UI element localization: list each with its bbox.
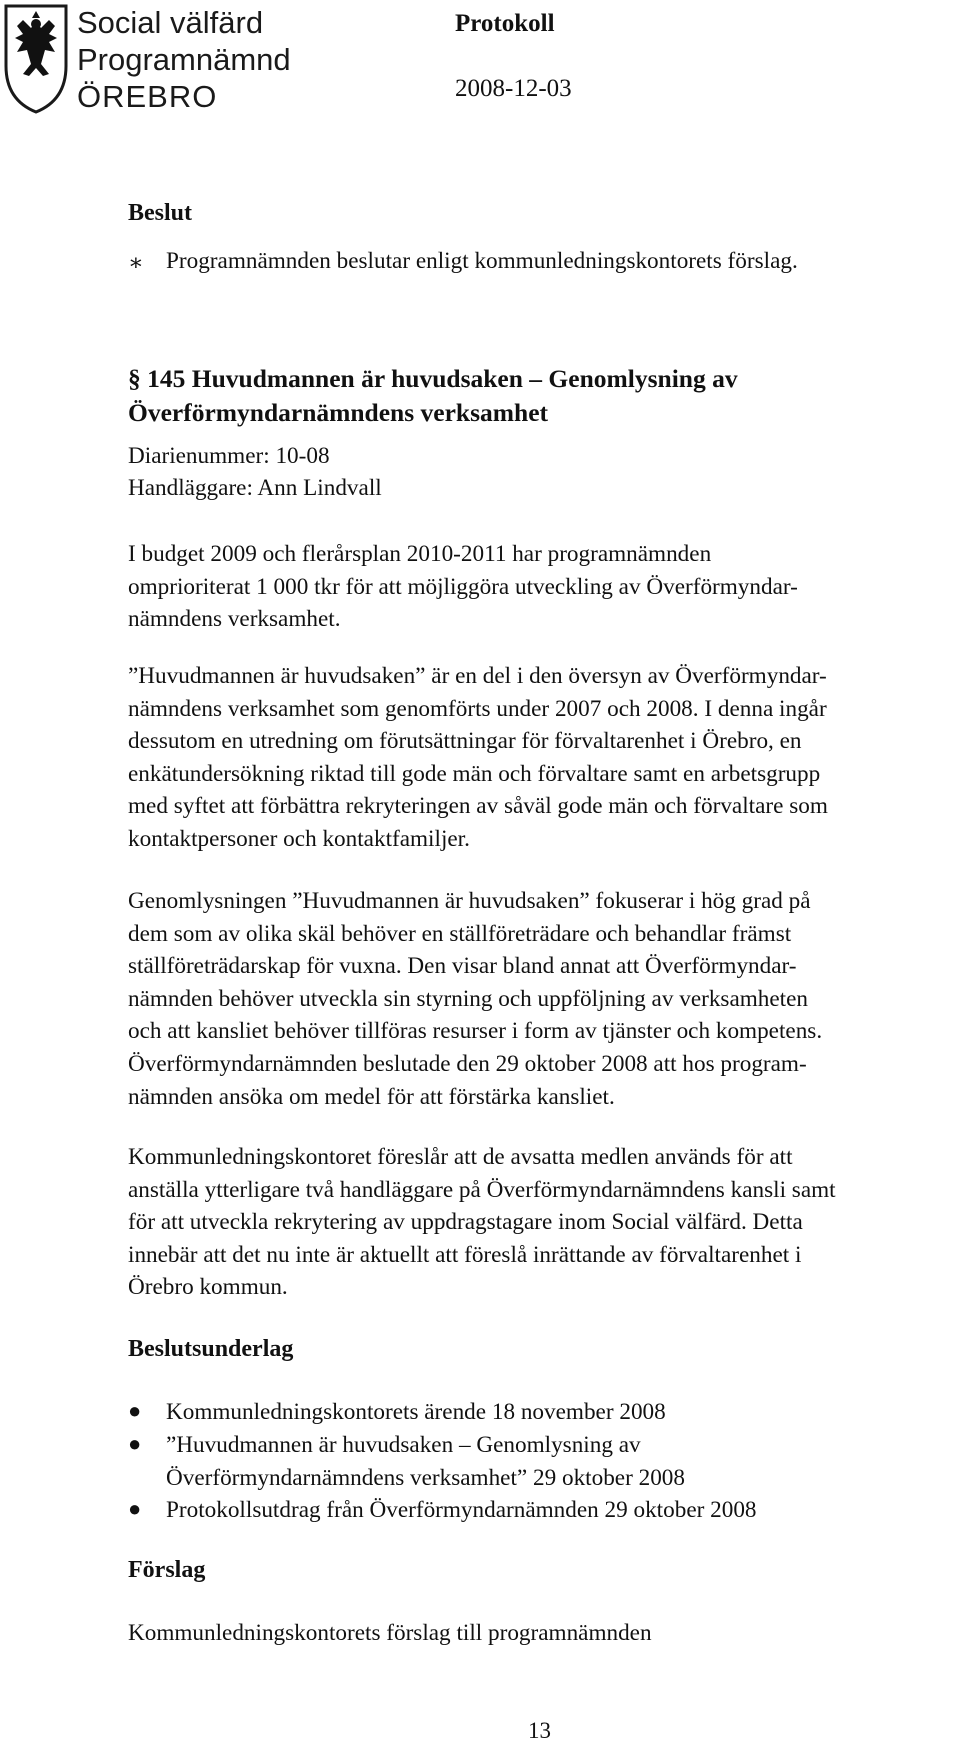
paragraph-3-line: ställföreträdarskap för vuxna. Den visar bland annat att Överförmyndar- [128, 953, 797, 980]
beslutsunderlag-item [166, 1429, 685, 1494]
document-title: Protokoll [455, 10, 555, 37]
paragraph-1-line: I budget 2009 och flerårsplan 2010-2011 har programnämnden [128, 541, 712, 567]
paragraph-4 [128, 1141, 960, 1304]
paragraph-4-line: anställa ytterligare två handläggare på Överförmyndarnämndens kansli samt [128, 1176, 836, 1203]
beslutsunderlag-item-line: Överförmyndarnämndens verksamhet” 29 oktober 2008 [166, 1464, 685, 1491]
paragraph-2-line: enkätundersökning riktad till gode män och förvaltare samt en arbetsgrupp [128, 760, 821, 787]
coat-of-arms-shield [6, 6, 66, 112]
paragraph-1-line: omprioriterat 1 000 tkr för att möjliggöra utveckling av Överförmyndar- [128, 573, 798, 600]
paragraph-1 [128, 538, 960, 636]
bullet-icon: ● [128, 1496, 142, 1521]
paragraph-2-line: med syftet att förbättra rekryteringen av såväl gode män och förvaltare som [128, 793, 828, 820]
paragraph-3-line: Genomlysningen ”Huvudmannen är huvudsaken” fokuserar i hög grad på [128, 888, 811, 914]
paragraph-4-line: Örebro kommun. [128, 1274, 288, 1301]
bullet-icon: ● [128, 1398, 142, 1423]
paragraph-4-line: Kommunledningskontoret föreslår att de avsatta medlen används för att [128, 1144, 793, 1170]
section-title-line-1: 145 Huvudmannen är huvudsaken – Genomlysning av [147, 364, 738, 393]
section-title-line-2: Överförmyndarnämndens verksamhet [128, 398, 549, 427]
beslutsunderlag-heading: Beslutsunderlag [128, 1336, 294, 1362]
beslut-heading: Beslut [128, 200, 193, 226]
paragraph-4-line: för att utveckla rekrytering av uppdragstagare inom Social välfärd. Detta [128, 1209, 803, 1236]
paragraph-3-line: och att kansliet behöver tillföras resurser i form av tjänster och kompetens. [128, 1018, 823, 1045]
document-date: 2008-12-03 [455, 75, 572, 102]
paragraph-3-line: nämnden ansöka om medel för att förstärka kansliet. [128, 1083, 615, 1110]
forslag-heading: Förslag [128, 1557, 206, 1583]
org-name-line-1: Social välfärd [77, 5, 264, 40]
diarienummer: Diarienummer: 10-08 [128, 443, 330, 469]
paragraph-2-line: ”Huvudmannen är huvudsaken” är en del i den översyn av Överförmyndar- [128, 663, 827, 689]
paragraph-2-line: dessutom en utredning om förutsättningar för förvaltarenhet i Örebro, en [128, 728, 802, 755]
paragraph-3-line: Överförmyndarnämnden beslutade den 29 oktober 2008 att hos program- [128, 1050, 807, 1077]
beslut-asterisk-icon: ∗ [128, 250, 144, 276]
forslag-text: Kommunledningskontorets förslag till programnämnden [128, 1620, 652, 1646]
bullet-icon: ● [128, 1431, 142, 1456]
paragraph-3-line: nämnden behöver utveckla sin styrning och uppföljning av verksamheten [128, 985, 808, 1012]
handlaggare: Handläggare: Ann Lindvall [128, 475, 382, 501]
beslutsunderlag-item-line: ”Huvudmannen är huvudsaken – Genomlysning av [166, 1432, 641, 1458]
beslutsunderlag-item: Kommunledningskontorets ärende 18 november 2008 [166, 1399, 666, 1425]
paragraph-symbol: § [128, 364, 141, 393]
paragraph-3 [128, 885, 960, 1113]
page-number: 13 [528, 1718, 551, 1743]
paragraph-4-line: innebär att det nu inte är aktuellt att föreslå inrättande av förvaltarenhet i [128, 1241, 802, 1268]
paragraph-3-line: dem som av olika skäl behöver en ställföreträdare och behandlar främst [128, 920, 792, 947]
section-heading [128, 362, 738, 430]
paragraph-2-line: kontaktpersoner och kontaktfamiljer. [128, 825, 470, 852]
beslut-item: Programnämnden beslutar enligt kommunledningskontorets förslag. [166, 248, 798, 274]
paragraph-2 [128, 660, 960, 856]
org-name-line-3: ÖREBRO [77, 79, 218, 114]
org-name-line-2: Programnämnd [77, 42, 291, 77]
beslutsunderlag-item: Protokollsutdrag från Överförmyndarnämnden 29 oktober 2008 [166, 1497, 757, 1523]
paragraph-1-line: nämndens verksamhet. [128, 606, 341, 633]
paragraph-2-line: nämndens verksamhet som genomförts under 2007 och 2008. I denna ingår [128, 695, 827, 722]
